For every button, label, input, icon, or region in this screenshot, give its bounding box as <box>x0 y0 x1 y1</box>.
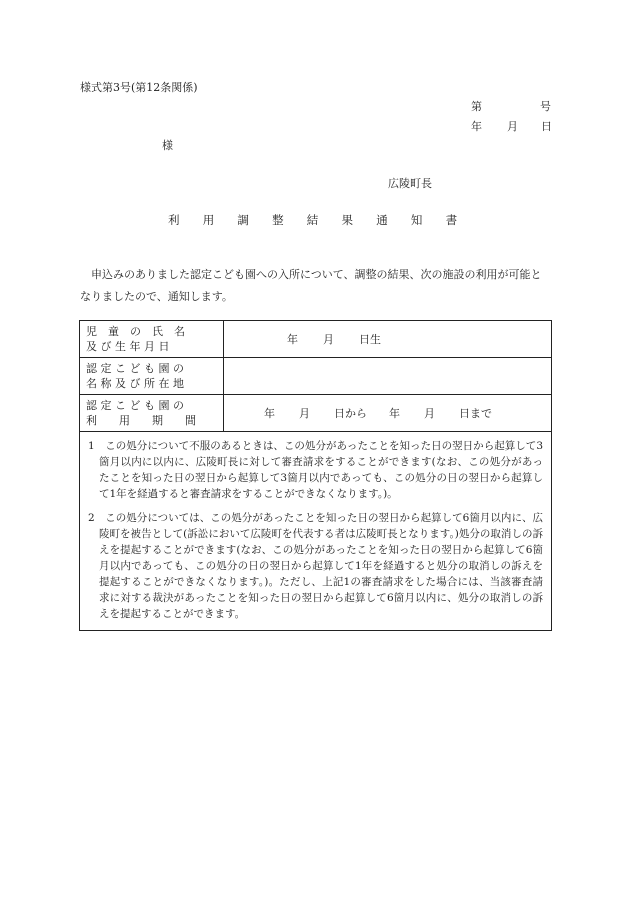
note-1: 1 この処分について不服のあるときは、この処分があったことを知った日の翌日から起算して3箇月以内に以内に、広陵町長に対して審査請求をすることができます(なお、この処分があったことを知った日の翌日から起算して3箇月以内であっても、この処分の日の翌日から起算して1年を経過すると審査請求をすることができなくなります。)。 <box>88 440 543 500</box>
period-start-month: 月 <box>299 407 310 420</box>
child-label-cell <box>80 321 224 358</box>
birth-day-label: 日生 <box>359 333 381 346</box>
date-day-label: 日 <box>541 120 552 133</box>
addressee-suffix: 様 <box>162 139 173 152</box>
child-label-line1: 児 童 の 氏 名 <box>86 325 185 338</box>
facility-value-cell <box>224 358 552 395</box>
period-from: 日から <box>334 407 367 420</box>
doc-number-prefix: 第 <box>471 100 482 113</box>
period-start-year: 年 <box>264 407 275 420</box>
birth-year-label: 年 <box>287 333 298 346</box>
date-month-label: 月 <box>507 120 518 133</box>
doc-number-suffix: 号 <box>540 100 551 113</box>
period-value-cell <box>224 395 552 432</box>
period-label-line1: 認 定 こ ど も 園 の <box>86 399 184 412</box>
child-value-cell <box>224 321 552 358</box>
notes-row <box>80 432 552 631</box>
document-title: 利用調整結果通知書 <box>168 213 481 227</box>
period-until: 日まで <box>459 407 492 420</box>
facility-label-line1: 認 定 こ ど も 園 の <box>86 362 184 375</box>
child-label-line2: 及 び 生 年 月 日 <box>86 340 170 353</box>
body-text: 申込みのありました認定こども園への入所について、調整の結果、次の施設の利用が可能となりましたので、通知します。 <box>80 268 542 303</box>
facility-label-line2: 名 称 及 び 所 在 地 <box>86 377 184 390</box>
facility-row <box>80 358 552 395</box>
period-row <box>80 395 552 432</box>
period-label-cell <box>80 395 224 432</box>
facility-label-cell <box>80 358 224 395</box>
birth-month-label: 月 <box>323 333 334 346</box>
form-number: 様式第3号(第12条関係) <box>80 81 198 94</box>
issuer: 広陵町長 <box>388 177 432 190</box>
result-table <box>79 320 552 631</box>
notes-cell <box>80 432 552 631</box>
period-label-line2: 利 用 期 間 <box>86 414 196 427</box>
period-end-month: 月 <box>424 407 435 420</box>
period-end-year: 年 <box>389 407 400 420</box>
child-row <box>80 321 552 358</box>
date-year-label: 年 <box>471 120 482 133</box>
note-2: 2 この処分については、この処分があったことを知った日の翌日から起算して6箇月以内に、広陵町を被告として(訴訟において広陵町を代表する者は広陵町長となります。)処分の取消しの訴えを提起することができます(なお、この処分があったことを知った日の翌日から起算して6箇月以内であっても、この処分の日の翌日から起算して1年を経過すると処分の取消しの訴えを提起することができなくなります。)。ただし、上記1の審査請求をした場合には、当該審査請求に対する裁決があったことを知った日の翌日から起算して6箇月以内に、処分の取消しの訴えを提起することができます。 <box>88 512 543 620</box>
